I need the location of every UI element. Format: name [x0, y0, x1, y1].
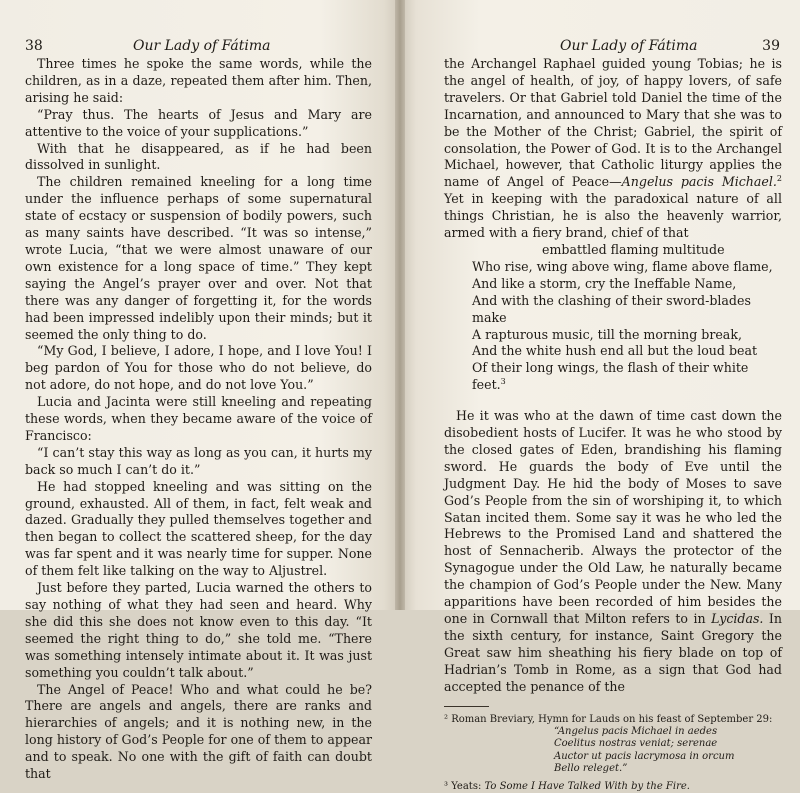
footnote-verse-line: Auctor ut pacis lacrymosa in orcum	[554, 750, 735, 762]
footnote-marker: 3	[500, 377, 506, 387]
paragraph: Lucia and Jacinta were still kneeling and repeating these words, when they became aware of the voice of Francisco:	[25, 394, 372, 443]
right-page	[400, 0, 800, 792]
paragraph: He had stopped kneeling and was sitting on the ground, exhausted. All of them, in fact, felt weak and dazed. Gradually they pulled themselves together and then began to collect the scattered sheep, for the day was far spent and it was nearly time for supper. None of them felt like talking on the way to Aljustrel.	[25, 478, 372, 579]
text-run: He it was who at the dawn of time cast down the disobedient hosts of Lucifer. It was he who stood by the closed gates of Eden, brandishing his flaming sword. He guards the body of Eve until the Judgment Day. He hid the body of Moses to save God’s People from the sin of worshiping it, to which Satan incited them. Some say it was he who led the Hebrews to the Promised Land and shattered the host of Sennacherib. Always the protector of the Synagogue under the Old Law, he naturally became the champion of God’s People under the New. Many apparitions have been recorded of him besides the one in Cornwall that Milton refers to in	[444, 408, 782, 626]
footnote-verse	[444, 726, 782, 776]
paragraph: With that he disappeared, as if he had been dissolved in sunlight.	[25, 140, 372, 173]
footnote-3	[444, 780, 782, 793]
italic-text: To Some I Have Talked With by the Fire.	[484, 780, 690, 792]
page-number: 38	[25, 38, 43, 54]
verse-line: A rapturous music, till the morning break,	[472, 326, 742, 342]
book-gutter	[395, 0, 405, 610]
paragraph	[444, 56, 782, 242]
text-run: In the sixth century, for instance, Saint Gregory the Great saw him sheathing his fiery blade on top of Hadrian’s Tomb in Rome, as a sign that God had accepted the penance of the	[444, 611, 782, 694]
paragraph: Just before they parted, Lucia warned the others to say nothing of what they had seen and heard. Why she did this she does not know even to this day. “It seemed the right thing to do,” she told me. “There was something intensely intimate about it. It was just something you couldn’t talk about.”	[25, 580, 372, 680]
left-page	[0, 0, 400, 782]
running-title: Our Lady of Fátima	[133, 38, 271, 54]
paragraph	[444, 408, 782, 695]
verse-quotation	[444, 242, 782, 394]
footnote-verse-line: “Angelus pacis Michael in aedes	[554, 725, 718, 737]
footnote-2: ² Roman Breviary, Hymn for Lauds on his feast of September 29:	[444, 713, 773, 725]
footnote-text: ³ Yeats:	[444, 780, 485, 792]
right-page-body	[444, 56, 782, 793]
paragraph: “I can’t stay this way as long as you can, it hurts my back so much I can’t do it.”	[25, 444, 372, 477]
paragraph: The Angel of Peace! Who and what could he be? There are angels and angels, there are ranks and hierarchies of angels; and it is nothing new, in the long history of God’s People for one of them to appear and to speak. No one with the gift of faith can doubt that	[25, 681, 372, 782]
text-run: the Archangel Raphael guided young Tobias; he is the angel of health, of joy, of happy lovers, of safe travelers. Or that Gabriel told Daniel the time of the Incarnation, and announced to Mary that she was to be the Mother of the Christ; Gabriel, the spirit of consolation, the Power of God. It is to the Archangel Michael, however, that Catholic liturgy applies the name of Angel of Peace—	[444, 56, 782, 190]
verse-line	[444, 360, 782, 394]
footnote-verse-line: Coelitus nostras veniat; serenae	[554, 738, 718, 750]
page-number: 39	[762, 38, 780, 54]
paragraph: Three times he spoke the same words, while the children, as in a daze, repeated them after him. Then, arising he said:	[25, 56, 372, 105]
footnote-verse-line: Bello releget.”	[554, 763, 628, 775]
running-title: Our Lady of Fátima	[560, 38, 698, 54]
italic-text: Lycidas.	[711, 611, 764, 626]
verse-line: And with the clashing of their sword-blades make	[472, 292, 751, 325]
footnote-marker: 2	[776, 174, 783, 184]
verse-line: Who rise, wing above wing, flame above flame,	[472, 258, 773, 274]
verse-line: And like a storm, cry the Ineffable Name,	[472, 275, 737, 291]
paragraph: “My God, I believe, I adore, I hope, and I love You! I beg pardon of You for those who do not believe, do not adore, do not hope, and do not love You.”	[25, 343, 372, 393]
text-run: Yet in keeping with the paradoxical nature of all things Christian, he is also the heavenly warrior, armed with a fiery brand, chief of that	[444, 191, 782, 241]
footnote-rule	[444, 706, 489, 707]
verse-text: Of their long wings, the flash of their white feet.	[472, 360, 749, 393]
verse-line: embattled flaming multitude	[542, 241, 725, 257]
left-page-body	[25, 56, 372, 783]
italic-text: Angelus pacis Michael.	[621, 174, 777, 190]
paragraph: The children remained kneeling for a long time under the influence perhaps of some supernatural state of ecstacy or suspension of bodily powers, such as many saints have described. “It was so intense,” wrote Lucia, “that we were almost unaware of our own existence for a long space of time.” They kept saying the Angel’s prayer over and over. Not that there was any danger of forgetting it, for the words had been impressed indelibly upon their minds; but it seemed the only thing to do.	[25, 174, 372, 342]
paragraph: “Pray thus. The hearts of Jesus and Mary are attentive to the voice of your supplications.”	[25, 106, 372, 139]
verse-line: And the white hush end all but the loud beat	[472, 343, 758, 359]
